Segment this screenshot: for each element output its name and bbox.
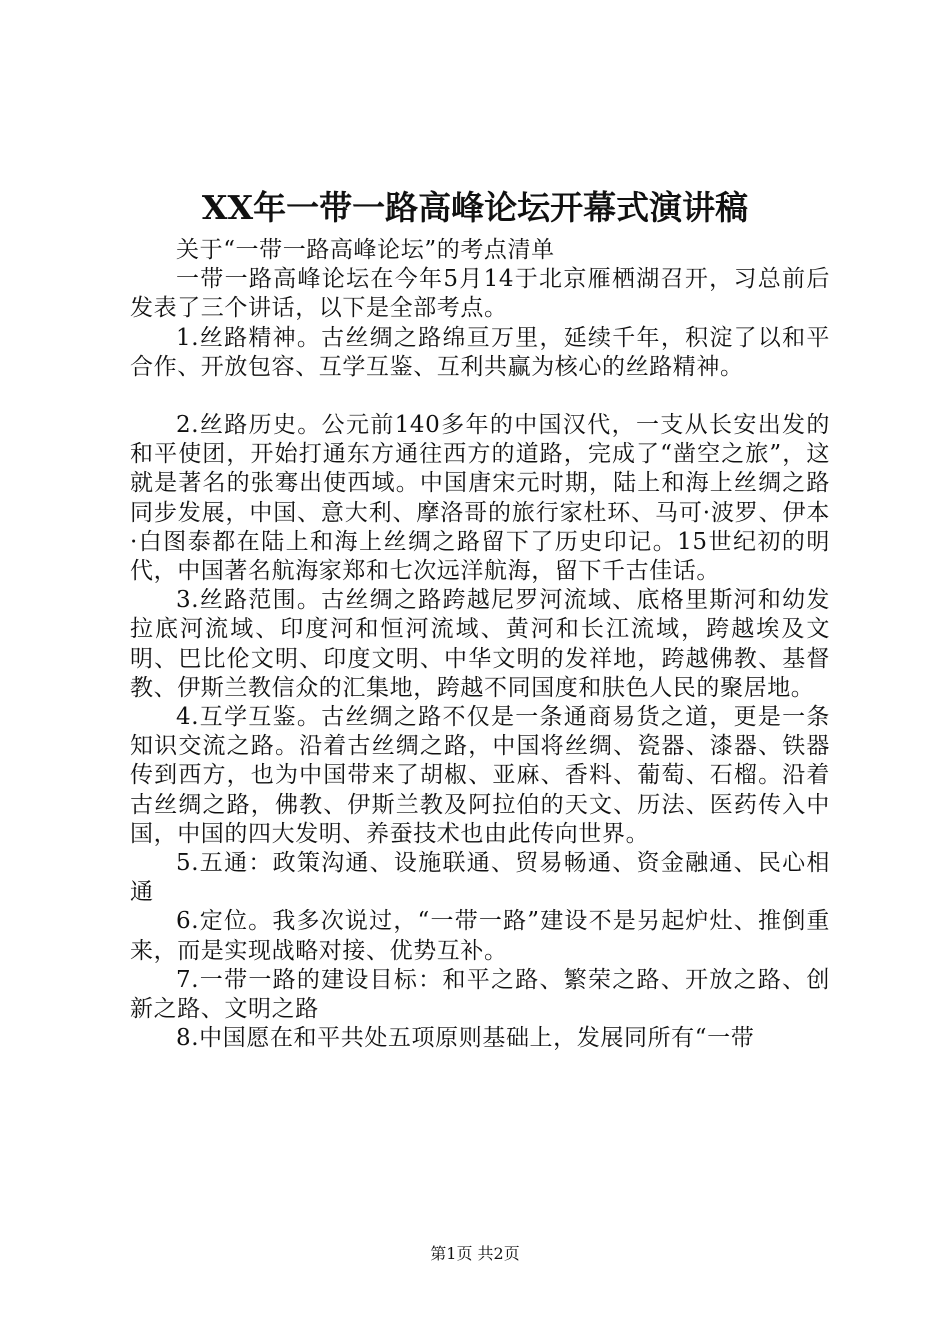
paragraph: 5.五通：政策沟通、设施联通、贸易畅通、资金融通、民心相通 [130,850,830,906]
paragraph: 8.中国愿在和平共处五项原则基础上，发展同所有“一带 [176,1025,755,1052]
paragraph: 2.丝路历史。公元前140多年的中国汉代，一支从长安出发的和平使团，开始打通东方通往西方的道路，完成了“凿空之旅”，这就是著名的张骞出使西域。中国唐宋元时期，陆上和海上丝绸之路同步发展，中国、意大利、摩洛哥的旅行家杜环、马可·波罗、伊本·白图泰都在陆上和海上丝绸之路留下了历史印记。15世纪初的明代，中国著名航海家郑和七次远洋航海，留下千古佳话。 [130,412,830,585]
paragraph: 一带一路高峰论坛在今年5月14于北京雁栖湖召开，习总前后发表了三个讲话，以下是全部考点。 [130,266,830,322]
paragraph: 关于“一带一路高峰论坛”的考点清单 [176,237,555,263]
paragraph: 7.一带一路的建设目标：和平之路、繁荣之路、开放之路、创新之路、文明之路 [130,966,830,1023]
paragraph: 1.丝路精神。古丝绸之路绵亘万里，延续千年，积淀了以和平合作、开放包容、互学互鉴、互利共赢为核心的丝路精神。 [130,324,830,380]
document-body [130,236,830,1053]
document-title: XX年一带一路高峰论坛开幕式演讲稿 [201,188,749,227]
page-footer: 第1页 共2页 [430,1244,520,1263]
paragraph: 3.丝路范围。古丝绸之路跨越尼罗河流域、底格里斯河和幼发拉底河流域、印度河和恒河流域、黄河和长江流域，跨越埃及文明、巴比伦文明、印度文明、中华文明的发祥地，跨越佛教、基督教、伊斯兰教信众的汇集地，跨越不同国度和肤色人民的聚居地。 [130,587,830,701]
paragraph: 6.定位。我多次说过，“一带一路”建设不是另起炉灶、推倒重来，而是实现战略对接、优势互补。 [130,908,830,964]
paragraph: 4.互学互鉴。古丝绸之路不仅是一条通商易货之道，更是一条知识交流之路。沿着古丝绸之路，中国将丝绸、瓷器、漆器、铁器传到西方，也为中国带来了胡椒、亚麻、香料、葡萄、石榴。沿着古丝绸之路，佛教、伊斯兰教及阿拉伯的天文、历法、医药传入中国，中国的四大发明、养蚕技术也由此传向世界。 [130,704,830,847]
